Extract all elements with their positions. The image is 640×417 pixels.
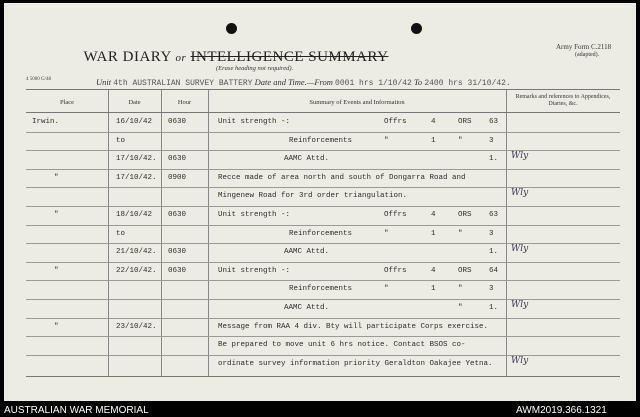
place-cell: " bbox=[54, 322, 59, 331]
row-rule bbox=[26, 355, 620, 356]
row-rule bbox=[26, 280, 620, 281]
hour-cell: 0630 bbox=[168, 155, 187, 164]
date-cell: 23/10/42. bbox=[116, 322, 157, 331]
column-divider bbox=[506, 90, 507, 376]
offrs-label-cell: " bbox=[384, 285, 389, 294]
title-intelligence-summary: INTELLIGENCE SUMMARY bbox=[190, 49, 389, 65]
row-rule bbox=[26, 318, 620, 319]
row-rule bbox=[26, 187, 620, 188]
ors-label-cell: ORS bbox=[458, 266, 472, 275]
unit-value: 4th AUSTRALIAN SURVEY BATTERY bbox=[113, 79, 253, 88]
ors-value-cell: 1. bbox=[489, 155, 499, 164]
ors-value-cell: 1. bbox=[489, 248, 499, 257]
summary-cell: Reinforcements bbox=[289, 229, 353, 238]
row-rule bbox=[26, 262, 620, 263]
offrs-value-cell: 1 bbox=[431, 229, 436, 238]
hour-cell: 0630 bbox=[168, 211, 187, 219]
diary-table bbox=[26, 89, 620, 377]
unit-label: Unit bbox=[96, 77, 112, 87]
offrs-label-cell: " bbox=[384, 229, 389, 238]
army-form-number: Army Form C.2118 bbox=[556, 43, 612, 51]
offrs-value-cell: 1 bbox=[431, 285, 436, 294]
offrs-value-cell: 4 bbox=[431, 118, 436, 126]
ors-value-cell: 63 bbox=[489, 211, 499, 219]
row-rule bbox=[26, 132, 620, 133]
punch-hole-left bbox=[226, 23, 237, 34]
row-rule bbox=[26, 206, 620, 207]
date-cell: 17/10/42. bbox=[116, 173, 157, 182]
summary-cell: Be prepared to move unit 6 hrs notice. Contact BSOS co- bbox=[218, 341, 466, 350]
date-cell: 17/10/42. bbox=[116, 155, 157, 164]
offrs-value-cell: 4 bbox=[431, 266, 436, 275]
row-rule bbox=[26, 225, 620, 226]
date-label: Date and Time.—From bbox=[254, 77, 333, 87]
offrs-label-cell: Offrs bbox=[384, 266, 407, 275]
date-cell: 16/10/42 bbox=[116, 118, 153, 126]
row-rule bbox=[26, 169, 620, 170]
date-cell: to bbox=[116, 136, 126, 145]
row-rule bbox=[26, 336, 620, 337]
header-divider bbox=[26, 112, 620, 113]
column-header-place: Place bbox=[59, 99, 75, 106]
date-cell: 21/10/42. bbox=[116, 248, 157, 257]
place-cell: " bbox=[54, 266, 59, 275]
remarks-initials: Wly bbox=[511, 355, 529, 366]
hour-cell: 0630 bbox=[168, 266, 187, 275]
offrs-label-cell: " bbox=[384, 136, 389, 145]
offrs-value-cell: 4 bbox=[431, 211, 436, 219]
unit-date-line bbox=[96, 77, 511, 88]
ors-label-cell: " bbox=[458, 229, 463, 238]
remarks-initials: Wly bbox=[511, 151, 529, 162]
ors-label-cell: ORS bbox=[458, 118, 472, 126]
row-rule bbox=[26, 243, 620, 244]
hour-cell: 0630 bbox=[168, 118, 187, 126]
ors-label-cell: ORS bbox=[458, 211, 472, 219]
summary-cell: ordinate survey information priority Geraldton Oakajee Yetna. bbox=[218, 359, 493, 368]
date-cell: to bbox=[116, 229, 126, 238]
hour-cell: 0630 bbox=[168, 248, 187, 257]
summary-cell: Unit strength -: bbox=[218, 266, 291, 275]
column-divider bbox=[208, 90, 209, 376]
column-header-hour: Hour bbox=[177, 99, 192, 106]
punch-hole-right bbox=[411, 23, 422, 34]
column-header-date: Date bbox=[128, 99, 141, 106]
offrs-label-cell: Offrs bbox=[384, 118, 407, 126]
offrs-value-cell: 1 bbox=[431, 136, 436, 145]
remarks-initials: Wly bbox=[511, 188, 529, 199]
ors-label-cell: " bbox=[458, 136, 463, 145]
summary-cell: Unit strength -: bbox=[218, 211, 291, 219]
title-subtitle: (Erase heading not required). bbox=[216, 65, 294, 72]
place-cell: " bbox=[54, 211, 59, 219]
hour-cell: 0900 bbox=[168, 173, 187, 182]
remarks-initials: Wly bbox=[511, 244, 529, 255]
print-code: 4 5000 G/48 bbox=[26, 77, 51, 82]
column-divider bbox=[161, 90, 162, 376]
summary-cell: Reinforcements bbox=[289, 136, 353, 145]
summary-cell: Recce made of area north and south of Dongarra Road and bbox=[218, 173, 466, 182]
title-war-diary: WAR DIARY bbox=[83, 49, 172, 65]
army-form-adapted: (adapted). bbox=[575, 52, 600, 58]
date-cell: 18/10/42 bbox=[116, 211, 153, 219]
ors-value-cell: 63 bbox=[489, 118, 499, 126]
row-rule bbox=[26, 299, 620, 300]
summary-cell: Reinforcements bbox=[289, 285, 353, 294]
offrs-label-cell: Offrs bbox=[384, 211, 407, 219]
column-divider bbox=[108, 90, 109, 376]
place-cell: Irwin. bbox=[32, 118, 60, 126]
to-label: To bbox=[413, 77, 423, 87]
ors-value-cell: 3 bbox=[489, 136, 494, 145]
to-value: 2400 hrs 31/10/42. bbox=[424, 79, 511, 88]
summary-cell: AAMC Attd. bbox=[284, 155, 330, 164]
column-header-summary: Summary of Events and Information bbox=[309, 99, 405, 106]
diary-sheet bbox=[4, 3, 636, 401]
ors-label-cell: " bbox=[458, 304, 463, 312]
summary-cell: AAMC Attd. bbox=[284, 248, 330, 257]
summary-cell: AAMC Attd. bbox=[284, 304, 330, 312]
place-cell: " bbox=[54, 173, 59, 182]
summary-cell: Mingenew Road for 3rd order triangulation. bbox=[218, 192, 408, 201]
ors-value-cell: 1. bbox=[489, 304, 499, 312]
footer-accession-number: AWM2019.366.1321 bbox=[516, 405, 607, 416]
summary-cell: Unit strength -: bbox=[218, 118, 291, 126]
column-header-remarks: Remarks and references to Appendices, Diaries, &c. bbox=[515, 94, 611, 107]
date-cell: 22/10/42. bbox=[116, 266, 157, 275]
ors-value-cell: 64 bbox=[489, 266, 499, 275]
row-rule bbox=[26, 150, 620, 151]
from-value: 0001 hrs 1/10/42 bbox=[335, 79, 412, 88]
footer-institution: AUSTRALIAN WAR MEMORIAL bbox=[4, 405, 149, 416]
ors-label-cell: " bbox=[458, 285, 463, 294]
title-or: or bbox=[175, 52, 187, 64]
ors-value-cell: 3 bbox=[489, 285, 494, 294]
summary-cell: Message from RAA 4 div. Bty will participate Corps exercise. bbox=[218, 322, 489, 331]
ors-value-cell: 3 bbox=[489, 229, 494, 238]
remarks-initials: Wly bbox=[511, 300, 529, 310]
form-title bbox=[76, 49, 396, 66]
